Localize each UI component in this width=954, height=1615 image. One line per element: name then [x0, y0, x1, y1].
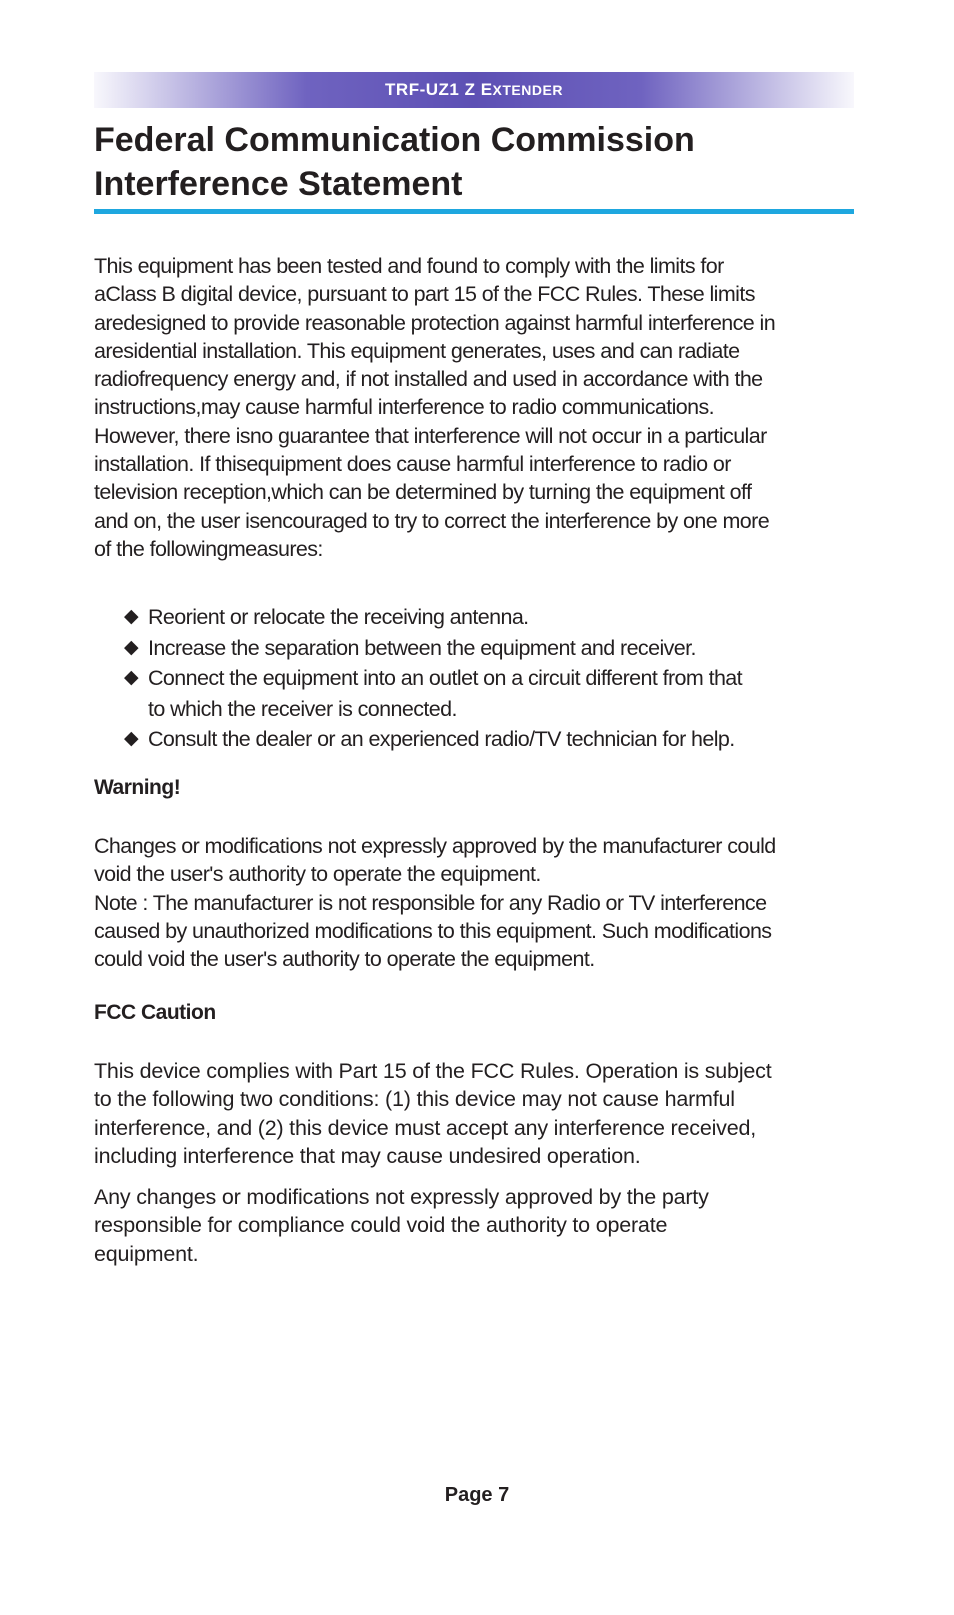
- list-item: ◆ Increase the separation between the equipment and receiver.: [124, 633, 844, 664]
- list-item: ◆ Consult the dealer or an experienced radio/TV technician for help.: [124, 724, 844, 755]
- title-divider: [94, 209, 854, 214]
- diamond-bullet-icon: ◆: [124, 728, 139, 749]
- page-number: Page 7: [444, 1484, 510, 1506]
- list-item: ◆ Connect the equipment into an outlet on a circuit different from that to which the receiver is connected.: [124, 663, 844, 724]
- intro-paragraph: This equipment has been tested and found to comply with the limits for aClass B digital device, pursuant to part 15 of the FCC Rules. These limits aredesigned to provide reasonable protection against harmful interference in aresidential installation. This equipment generates, uses and can radiate radiofrequency energy and, if not installed and used in accordance with the instructions,may cause harmful interference to radio communications. However, there isno guarantee that interference will not occur in a particular installation. If thisequipment does cause harmful interference to radio or television reception,which can be determined by turning the equipment off and on, the user isencouraged to try to correct the interference by one more of the followingmeasures:: [94, 254, 776, 561]
- fcc-caution-heading: FCC Caution: [94, 1001, 216, 1024]
- diamond-bullet-icon: ◆: [124, 667, 139, 688]
- page-title: Federal Communication Commission Interference Statement: [94, 121, 695, 203]
- warning-paragraph: Changes or modifications not expressly approved by the manufacturer could void the user's authority to operate the equipment. Note : The manufacturer is not responsible for any Radio or TV interference caused by unauthorized modifications to this equipment. Such modifications could void the user's authority to operate the equipment.: [94, 834, 776, 972]
- diamond-bullet-icon: ◆: [124, 636, 139, 658]
- list-item: ◆ Reorient or relocate the receiving antenna.: [124, 602, 844, 633]
- header-bar: [94, 72, 854, 108]
- measures-list: [124, 602, 844, 755]
- fcc-caution-paragraph: This device complies with Part 15 of the FCC Rules. Operation is subject to the following two conditions: (1) this device may not cause harmful interference, and (2) this device must accept any interference received, including interference that may cause undesired operation.: [94, 1059, 772, 1168]
- header-model-name: TRF-UZ1 Z EXTENDER: [385, 80, 563, 99]
- fcc-changes-paragraph: Any changes or modifications not expressly approved by the party responsible for compliance could void the authority to operate equipment.: [94, 1185, 709, 1266]
- diamond-bullet-icon: ◆: [124, 606, 139, 627]
- warning-heading: Warning!: [94, 776, 181, 799]
